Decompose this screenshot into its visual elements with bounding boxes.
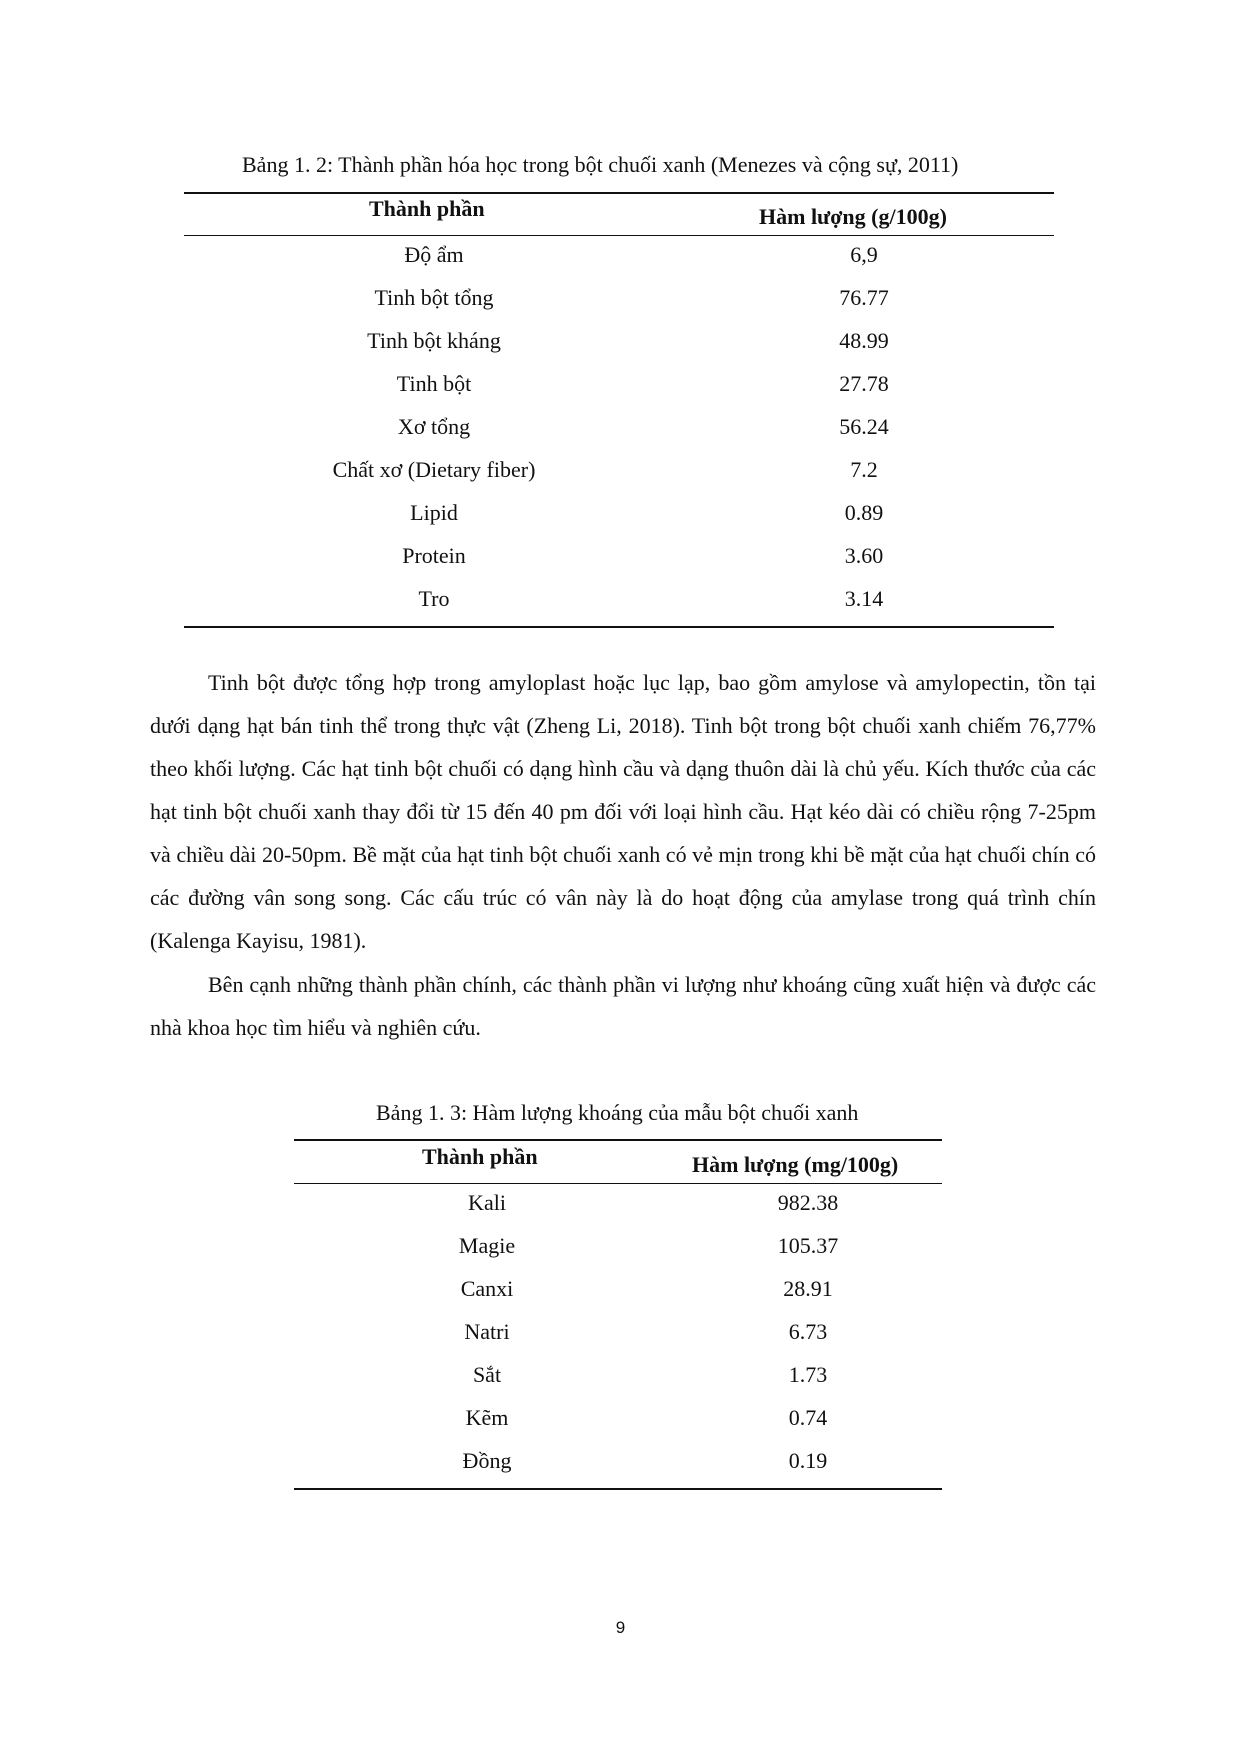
cell-value: 3.60	[844, 543, 884, 568]
table2-header-component: Thành phần	[422, 1144, 538, 1169]
cell-component: Natri	[464, 1319, 510, 1344]
paragraph-minerals-intro: Bên cạnh những thành phần chính, các thành phần vi lượng như khoáng cũng xuất hiện và được các nhà khoa học tìm hiểu và nghiên cứu.	[150, 972, 1096, 1040]
cell-component: Xơ tổng	[397, 414, 471, 439]
cell-component: Độ ẩm	[404, 242, 464, 267]
table-row	[184, 408, 1054, 451]
table-row	[184, 451, 1054, 494]
paragraph-starch: Tinh bột được tổng hợp trong amyloplast hoặc lục lạp, bao gồm amylose và amylopectin, tồn tại dưới dạng hạt bán tinh thể trong thực vật (Zheng Li, 2018). Tinh bột trong bột chuối xanh chiếm 76,77% theo khối lượng. Các hạt tinh bột chuối có dạng hình cầu và dạng thuôn dài là chủ yếu. Kích thước của các hạt tinh bột chuối xanh thay đổi từ 15 đến 40 pm đối với loại hình cầu. Hạt kéo dài có chiều rộng 7-25pm và chiều dài 20-50pm. Bề mặt của hạt tinh bột chuối xanh có vẻ mịn trong khi bề mặt của hạt chuối chín có các đường vân song song. Các cấu trúc có vân này là do hoạt động của amylase trong quá trình chín (Kalenga Kayisu, 1981).	[150, 670, 1096, 953]
cell-value: 76.77	[839, 285, 889, 310]
table2	[294, 1139, 942, 1490]
cell-value: 7.2	[850, 457, 878, 482]
cell-component: Kẽm	[465, 1405, 509, 1430]
cell-component: Chất xơ (Dietary fiber)	[332, 457, 536, 482]
cell-component: Kali	[468, 1190, 506, 1215]
table2-caption: Bảng 1. 3: Hàm lượng khoáng của mẫu bột chuối xanh	[376, 1100, 859, 1125]
table2-header-content: Hàm lượng (mg/100g)	[692, 1152, 899, 1177]
cell-component: Magie	[458, 1233, 516, 1258]
cell-value: 0.89	[844, 500, 884, 525]
table-row	[184, 537, 1054, 580]
table-row	[184, 580, 1054, 623]
cell-component: Đồng	[462, 1448, 512, 1473]
cell-component: Lipid	[410, 500, 458, 525]
cell-value: 105.37	[777, 1233, 839, 1258]
table2-header	[294, 1141, 942, 1184]
cell-value: 0.74	[788, 1405, 828, 1430]
cell-value: 28.91	[783, 1276, 833, 1301]
page-number: 9	[615, 1618, 626, 1637]
cell-component: Sắt	[472, 1362, 502, 1387]
table-row	[294, 1313, 942, 1356]
cell-value: 48.99	[839, 328, 889, 353]
table-row	[294, 1399, 942, 1442]
table-row	[184, 322, 1054, 365]
table1-body	[184, 236, 1054, 626]
table1-header	[184, 194, 1054, 236]
cell-value: 6,9	[850, 242, 878, 267]
cell-value: 6.73	[788, 1319, 828, 1344]
cell-component: Tinh bột	[396, 371, 472, 396]
cell-value: 3.14	[844, 586, 884, 611]
cell-value: 27.78	[839, 371, 889, 396]
table2-body	[294, 1184, 942, 1488]
cell-value: 0.19	[788, 1448, 828, 1473]
cell-component: Tinh bột kháng	[367, 328, 501, 353]
table-row	[294, 1442, 942, 1485]
cell-component: Tro	[418, 586, 450, 611]
table-row	[184, 494, 1054, 537]
table-row	[294, 1356, 942, 1399]
table-row	[294, 1227, 942, 1270]
table-row	[294, 1270, 942, 1313]
cell-value: 1.73	[788, 1362, 828, 1387]
table-row	[294, 1184, 942, 1227]
table1-header-content: Hàm lượng (g/100g)	[759, 204, 947, 229]
table1	[184, 192, 1054, 628]
table1-caption: Bảng 1. 2: Thành phần hóa học trong bột chuối xanh (Menezes và cộng sự, 2011)	[242, 152, 959, 177]
table1-header-component: Thành phần	[369, 196, 485, 221]
cell-value: 56.24	[839, 414, 889, 439]
cell-component: Tinh bột tổng	[374, 285, 494, 310]
cell-component: Canxi	[460, 1276, 514, 1301]
table-row	[184, 236, 1054, 279]
table-row	[184, 365, 1054, 408]
cell-value: 982.38	[777, 1190, 839, 1215]
table-row	[184, 279, 1054, 322]
cell-component: Protein	[402, 543, 466, 568]
